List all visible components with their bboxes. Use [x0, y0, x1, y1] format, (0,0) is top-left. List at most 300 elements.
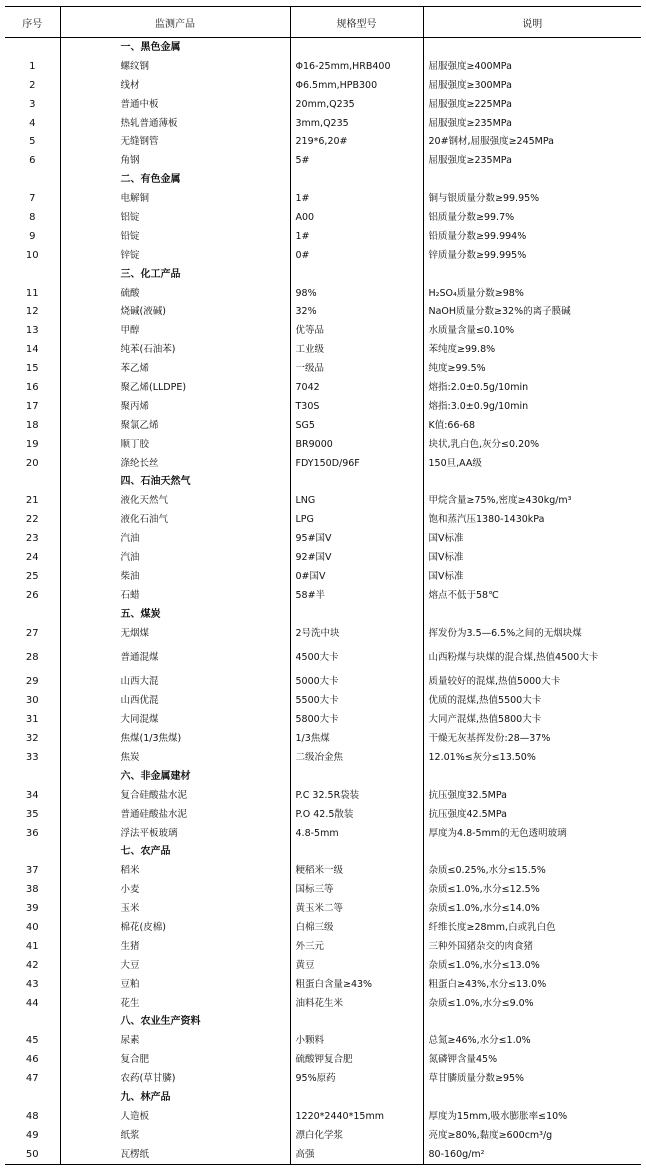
spec-model: 32% — [290, 302, 423, 321]
spec-model: 92#国Ⅴ — [290, 548, 423, 567]
category-spec-cell — [290, 472, 423, 491]
table-row — [5, 491, 641, 510]
category-title: 二、有色金属 — [60, 170, 290, 189]
spec-model: 5800大卡 — [290, 710, 423, 729]
product-name: 人造板 — [60, 1107, 290, 1126]
product-name: 豆粕 — [60, 975, 290, 994]
row-number: 37 — [25, 865, 39, 877]
description: 水质量含量≤0.10% — [423, 321, 641, 340]
category-row — [5, 1013, 641, 1032]
description: 抗压强度32.5MPa — [423, 786, 641, 805]
row-number: 40 — [25, 922, 39, 934]
row-number: 49 — [25, 1129, 39, 1141]
product-name: 大同混煤 — [60, 710, 290, 729]
product-name: 聚氯乙烯 — [60, 416, 290, 435]
description: 质量较好的混煤,热值5000大卡 — [423, 673, 641, 692]
row-number: 2 — [29, 79, 36, 91]
description: 甲烷含量≥75%,密度≥430kg/m³ — [423, 491, 641, 510]
row-number: 48 — [25, 1110, 39, 1122]
product-name: 玉米 — [60, 899, 290, 918]
spec-model: T30S — [290, 397, 423, 416]
row-number: 46 — [25, 1054, 39, 1066]
product-name: 普通硅酸盐水泥 — [60, 805, 290, 824]
row-number: 27 — [25, 627, 39, 639]
description: 饱和蒸汽压1380-1430kPa — [423, 510, 641, 529]
row-number: 14 — [25, 344, 39, 356]
description: 屈服强度≥235MPa — [423, 151, 641, 170]
row-number: 20 — [25, 457, 39, 469]
product-name: 大豆 — [60, 956, 290, 975]
table-row — [5, 643, 641, 673]
spec-model: 1# — [290, 189, 423, 208]
table-row — [5, 76, 641, 95]
category-row — [5, 38, 641, 57]
description: 纤维长度≥28mm,白或乳白色 — [423, 918, 641, 937]
spec-model: 粳稻米一级 — [290, 861, 423, 880]
description: 铝质量分数≥99.7% — [423, 208, 641, 227]
row-number: 3 — [29, 98, 36, 110]
row-number: 33 — [25, 752, 39, 763]
spec-model: 小颗料 — [290, 1031, 423, 1050]
spec-model: 58#半 — [290, 586, 423, 605]
category-spec-cell — [290, 843, 423, 862]
spec-model: 95#国Ⅴ — [290, 529, 423, 548]
product-name: 生猪 — [60, 937, 290, 956]
spec-model: 油料花生米 — [290, 994, 423, 1013]
description: 20#钢材,屈服强度≥245MPa — [423, 132, 641, 151]
table-row — [5, 1050, 641, 1069]
spec-model: 5500大卡 — [290, 691, 423, 710]
description: 粗蛋白≥43%,水分≤13.0% — [423, 975, 641, 994]
table-row — [5, 937, 641, 956]
description: 屈服强度≥400MPa — [423, 57, 641, 76]
product-name: 棉花(皮棉) — [60, 918, 290, 937]
category-number-cell — [5, 1088, 60, 1107]
header-product: 监测产品 — [60, 7, 290, 38]
header-note: 说明 — [423, 7, 641, 38]
description: 挥发份为3.5—6.5%之间的无烟块煤 — [423, 624, 641, 643]
table-row — [5, 435, 641, 454]
product-name: 涤纶长丝 — [60, 454, 290, 473]
category-note-cell — [423, 767, 641, 786]
row-number: 10 — [25, 249, 39, 261]
table-row — [5, 208, 641, 227]
monitoring-products-table — [5, 6, 641, 1165]
product-name: 复合肥 — [60, 1050, 290, 1069]
row-number: 19 — [25, 438, 39, 450]
product-name: 苯乙烯 — [60, 359, 290, 378]
category-number-cell — [5, 170, 60, 189]
category-title: 四、石油天然气 — [60, 472, 290, 491]
table-row — [5, 302, 641, 321]
product-name: 铅锭 — [60, 227, 290, 246]
category-note-cell — [423, 170, 641, 189]
product-name: 尿素 — [60, 1031, 290, 1050]
row-number: 39 — [25, 903, 39, 915]
description: H₂SO₄质量分数≥98% — [423, 284, 641, 303]
description: 屈服强度≥235MPa — [423, 114, 641, 133]
spec-model: 0# — [290, 246, 423, 265]
table-row — [5, 246, 641, 265]
spec-model: 高强 — [290, 1145, 423, 1164]
spec-model: Φ6.5mm,HPB300 — [290, 76, 423, 95]
description: NaOH质量分数≥32%的离子膜碱 — [423, 302, 641, 321]
product-name: 浮法平板玻璃 — [60, 824, 290, 843]
category-title: 五、煤炭 — [60, 605, 290, 624]
category-spec-cell — [290, 265, 423, 284]
row-number: 1 — [29, 60, 36, 72]
product-name: 复合硅酸盐水泥 — [60, 786, 290, 805]
table-row — [5, 1069, 641, 1088]
category-note-cell — [423, 265, 641, 284]
table-row — [5, 1145, 641, 1164]
category-title: 六、非金属建材 — [60, 767, 290, 786]
description: 150旦,AA级 — [423, 454, 641, 473]
spec-model: FDY150D/96F — [290, 454, 423, 473]
spec-model: 20mm,Q235 — [290, 95, 423, 114]
row-number: 23 — [25, 533, 39, 545]
row-number: 38 — [25, 884, 39, 896]
category-number-cell — [5, 1013, 60, 1032]
table-row — [5, 899, 641, 918]
table-row — [5, 729, 641, 748]
category-title: 七、农产品 — [60, 843, 290, 862]
table-row — [5, 748, 641, 767]
row-number: 21 — [25, 495, 39, 507]
product-name: 无缝钢管 — [60, 132, 290, 151]
spec-model: 4.8-5mm — [290, 824, 423, 843]
description: 块状,乳白色,灰分≤0.20% — [423, 435, 641, 454]
product-name: 线材 — [60, 76, 290, 95]
row-number: 5 — [29, 136, 36, 148]
category-spec-cell — [290, 767, 423, 786]
description: 总氮≥46%,水分≤1.0% — [423, 1031, 641, 1050]
row-number: 45 — [25, 1035, 39, 1047]
row-number: 9 — [29, 230, 36, 242]
category-title: 八、农业生产资料 — [60, 1013, 290, 1032]
category-note-cell — [423, 1013, 641, 1032]
description: 杂质≤1.0%,水分≤12.5% — [423, 880, 641, 899]
description: 优质的混煤,热值5500大卡 — [423, 691, 641, 710]
category-number-cell — [5, 265, 60, 284]
spec-model: 0#国Ⅴ — [290, 567, 423, 586]
spec-model: 2号洗中块 — [290, 624, 423, 643]
description: 厚度为15mm,吸水膨胀率≤10% — [423, 1107, 641, 1126]
table-row — [5, 189, 641, 208]
table-row — [5, 529, 641, 548]
product-name: 汽油 — [60, 548, 290, 567]
row-number: 29 — [25, 676, 39, 688]
table-row — [5, 95, 641, 114]
product-name: 石蜡 — [60, 586, 290, 605]
spec-model: 硫酸钾复合肥 — [290, 1050, 423, 1069]
description: 熔点不低于58℃ — [423, 586, 641, 605]
row-number: 24 — [25, 551, 39, 563]
row-number: 6 — [29, 155, 36, 167]
table-row — [5, 397, 641, 416]
spec-model: 黄豆 — [290, 956, 423, 975]
table-row — [5, 359, 641, 378]
product-name: 柴油 — [60, 567, 290, 586]
row-number: 18 — [25, 419, 39, 431]
table-row — [5, 1107, 641, 1126]
table-row — [5, 673, 641, 692]
header-spec: 规格型号 — [290, 7, 423, 38]
row-number: 13 — [25, 325, 39, 337]
row-number: 44 — [25, 997, 39, 1009]
product-name: 螺纹钢 — [60, 57, 290, 76]
row-number: 16 — [25, 381, 39, 393]
row-number: 25 — [25, 570, 39, 582]
spec-model: SG5 — [290, 416, 423, 435]
table-row — [5, 57, 641, 76]
category-row — [5, 1088, 641, 1107]
row-number: 42 — [25, 959, 39, 971]
category-spec-cell — [290, 1013, 423, 1032]
spec-model: A00 — [290, 208, 423, 227]
spec-model: 98% — [290, 284, 423, 303]
description: K值:66-68 — [423, 416, 641, 435]
product-name: 稻米 — [60, 861, 290, 880]
category-note-cell — [423, 38, 641, 57]
category-note-cell — [423, 472, 641, 491]
description: 熔指:3.0±0.9g/10min — [423, 397, 641, 416]
category-spec-cell — [290, 170, 423, 189]
description: 杂质≤1.0%,水分≤9.0% — [423, 994, 641, 1013]
description: 氮磷钾含量45% — [423, 1050, 641, 1069]
table-row — [5, 805, 641, 824]
row-number: 30 — [25, 695, 39, 707]
product-name: 焦煤(1/3焦煤) — [60, 729, 290, 748]
product-name: 液化天然气 — [60, 491, 290, 510]
product-name: 铝锭 — [60, 208, 290, 227]
category-row — [5, 843, 641, 862]
table-row — [5, 151, 641, 170]
row-number: 43 — [25, 978, 39, 990]
spec-model: 漂白化学浆 — [290, 1126, 423, 1145]
description: 国Ⅴ标准 — [423, 548, 641, 567]
description: 杂质≤1.0%,水分≤14.0% — [423, 899, 641, 918]
spec-model: 7042 — [290, 378, 423, 397]
description: 大同产混煤,热值5800大卡 — [423, 710, 641, 729]
spec-model: P.C 32.5R袋装 — [290, 786, 423, 805]
row-number: 50 — [5, 1145, 60, 1164]
table-row — [5, 710, 641, 729]
spec-model: 优等品 — [290, 321, 423, 340]
spec-model: 一级品 — [290, 359, 423, 378]
description: 干燥无灰基挥发份:28—37% — [423, 729, 641, 748]
description: 纯度≥99.5% — [423, 359, 641, 378]
spec-model: 二级冶金焦 — [290, 748, 423, 767]
category-title: 三、化工产品 — [60, 265, 290, 284]
product-name: 无烟煤 — [60, 624, 290, 643]
spec-model: 黄玉米二等 — [290, 899, 423, 918]
row-number: 26 — [25, 589, 39, 601]
table-row — [5, 786, 641, 805]
category-title: 九、林产品 — [60, 1088, 290, 1107]
description: 铅质量分数≥99.994% — [423, 227, 641, 246]
product-name: 聚乙烯(LLDPE) — [60, 378, 290, 397]
product-name: 顺丁胶 — [60, 435, 290, 454]
product-name: 锌锭 — [60, 246, 290, 265]
product-name: 普通混煤 — [60, 643, 290, 673]
spec-model: 白棉三级 — [290, 918, 423, 937]
category-spec-cell — [290, 1088, 423, 1107]
table-row — [5, 548, 641, 567]
description: 三种外国猪杂交的肉食猪 — [423, 937, 641, 956]
description: 抗压强度42.5MPa — [423, 805, 641, 824]
description: 国Ⅴ标准 — [423, 529, 641, 548]
product-name: 硫酸 — [60, 284, 290, 303]
table-row — [5, 956, 641, 975]
product-name: 山西优混 — [60, 691, 290, 710]
spec-model: LPG — [290, 510, 423, 529]
spec-model: LNG — [290, 491, 423, 510]
spec-model: 1# — [290, 227, 423, 246]
product-name: 汽油 — [60, 529, 290, 548]
product-name: 山西大混 — [60, 673, 290, 692]
spec-model: 1/3焦煤 — [290, 729, 423, 748]
description: 亮度≥80%,黏度≥600cm³/g — [423, 1126, 641, 1145]
table-row — [5, 114, 641, 133]
spec-model: 工业级 — [290, 340, 423, 359]
product-name: 普通中板 — [60, 95, 290, 114]
row-number: 12 — [25, 306, 39, 318]
category-title: 一、黑色金属 — [60, 38, 290, 57]
row-number: 11 — [25, 287, 39, 299]
description: 杂质≤0.25%,水分≤15.5% — [423, 861, 641, 880]
table-row — [5, 378, 641, 397]
category-note-cell — [423, 1088, 641, 1107]
category-spec-cell — [290, 605, 423, 624]
row-number: 4 — [29, 117, 36, 129]
spec-model: 粗蛋白含量≥43% — [290, 975, 423, 994]
table-row — [5, 861, 641, 880]
category-number-cell — [5, 472, 60, 491]
category-number-cell — [5, 767, 60, 786]
spec-model: 1220*2440*15mm — [290, 1107, 423, 1126]
spec-model: 外三元 — [290, 937, 423, 956]
product-name: 聚丙烯 — [60, 397, 290, 416]
description: 草甘膦质量分数≥95% — [423, 1069, 641, 1088]
description: 国Ⅴ标准 — [423, 567, 641, 586]
category-row — [5, 265, 641, 284]
spec-model: P.O 42.5散装 — [290, 805, 423, 824]
table-row — [5, 1126, 641, 1145]
table-row — [5, 994, 641, 1013]
row-number: 31 — [25, 714, 39, 726]
description: 屈服强度≥225MPa — [423, 95, 641, 114]
spec-model: 95%原药 — [290, 1069, 423, 1088]
spec-model: BR9000 — [290, 435, 423, 454]
product-name: 甲醇 — [60, 321, 290, 340]
category-note-cell — [423, 843, 641, 862]
table-row — [5, 454, 641, 473]
spec-model: 5000大卡 — [290, 673, 423, 692]
table-row — [5, 416, 641, 435]
spec-model: 4500大卡 — [290, 643, 423, 673]
category-row — [5, 170, 641, 189]
table-row — [5, 586, 641, 605]
spec-model: 3mm,Q235 — [290, 114, 423, 133]
description: 厚度为4.8-5mm的无色透明玻璃 — [423, 824, 641, 843]
product-name: 纸浆 — [60, 1126, 290, 1145]
description: 80-160g/m² — [423, 1145, 641, 1164]
category-row — [5, 605, 641, 624]
category-note-cell — [423, 605, 641, 624]
product-name: 瓦楞纸 — [60, 1145, 290, 1164]
category-row — [5, 472, 641, 491]
header-no: 序号 — [5, 7, 60, 38]
row-number: 8 — [29, 211, 36, 223]
row-number: 17 — [25, 400, 39, 412]
table-row — [5, 918, 641, 937]
row-number: 35 — [25, 808, 39, 820]
row-number: 7 — [29, 193, 36, 205]
category-spec-cell — [290, 38, 423, 57]
table-row — [5, 284, 641, 303]
product-name: 角钢 — [60, 151, 290, 170]
product-name: 液化石油气 — [60, 510, 290, 529]
description: 山西粉煤与块煤的混合煤,热值4500大卡 — [423, 643, 641, 673]
row-number: 22 — [25, 514, 39, 526]
spec-model: 5# — [290, 151, 423, 170]
product-name: 焦炭 — [60, 748, 290, 767]
product-name: 电解铜 — [60, 189, 290, 208]
spec-model: Φ16-25mm,HRB400 — [290, 57, 423, 76]
table-row — [5, 321, 641, 340]
table-row — [5, 880, 641, 899]
table-header — [5, 7, 641, 38]
product-name: 热轧普通薄板 — [60, 114, 290, 133]
table-row — [5, 624, 641, 643]
category-number-cell — [5, 605, 60, 624]
row-number: 34 — [25, 789, 39, 801]
product-name: 农药(草甘膦) — [60, 1069, 290, 1088]
product-name: 纯苯(石油苯) — [60, 340, 290, 359]
spec-model: 国标三等 — [290, 880, 423, 899]
table-row — [5, 227, 641, 246]
description: 铜与银质量分数≥99.95% — [423, 189, 641, 208]
table-row — [5, 1031, 641, 1050]
table-row — [5, 340, 641, 359]
description: 熔指:2.0±0.5g/10min — [423, 378, 641, 397]
category-row — [5, 767, 641, 786]
row-number: 28 — [25, 652, 39, 663]
table-row — [5, 691, 641, 710]
table-row — [5, 510, 641, 529]
row-number: 15 — [25, 363, 39, 375]
header-row — [5, 7, 641, 38]
description: 苯纯度≥99.8% — [423, 340, 641, 359]
description: 杂质≤1.0%,水分≤13.0% — [423, 956, 641, 975]
table-row — [5, 567, 641, 586]
category-number-cell — [5, 843, 60, 862]
row-number: 32 — [25, 733, 39, 745]
table-body — [5, 38, 641, 1165]
product-name: 小麦 — [60, 880, 290, 899]
product-name: 花生 — [60, 994, 290, 1013]
row-number: 36 — [25, 827, 39, 839]
description: 屈服强度≥300MPa — [423, 76, 641, 95]
spec-model: 219*6,20# — [290, 132, 423, 151]
table-row — [5, 975, 641, 994]
row-number: 41 — [25, 940, 39, 952]
row-number: 47 — [25, 1073, 39, 1085]
table-row — [5, 824, 641, 843]
description: 锌质量分数≥99.995% — [423, 246, 641, 265]
description: 12.01%≤灰分≤13.50% — [423, 748, 641, 767]
